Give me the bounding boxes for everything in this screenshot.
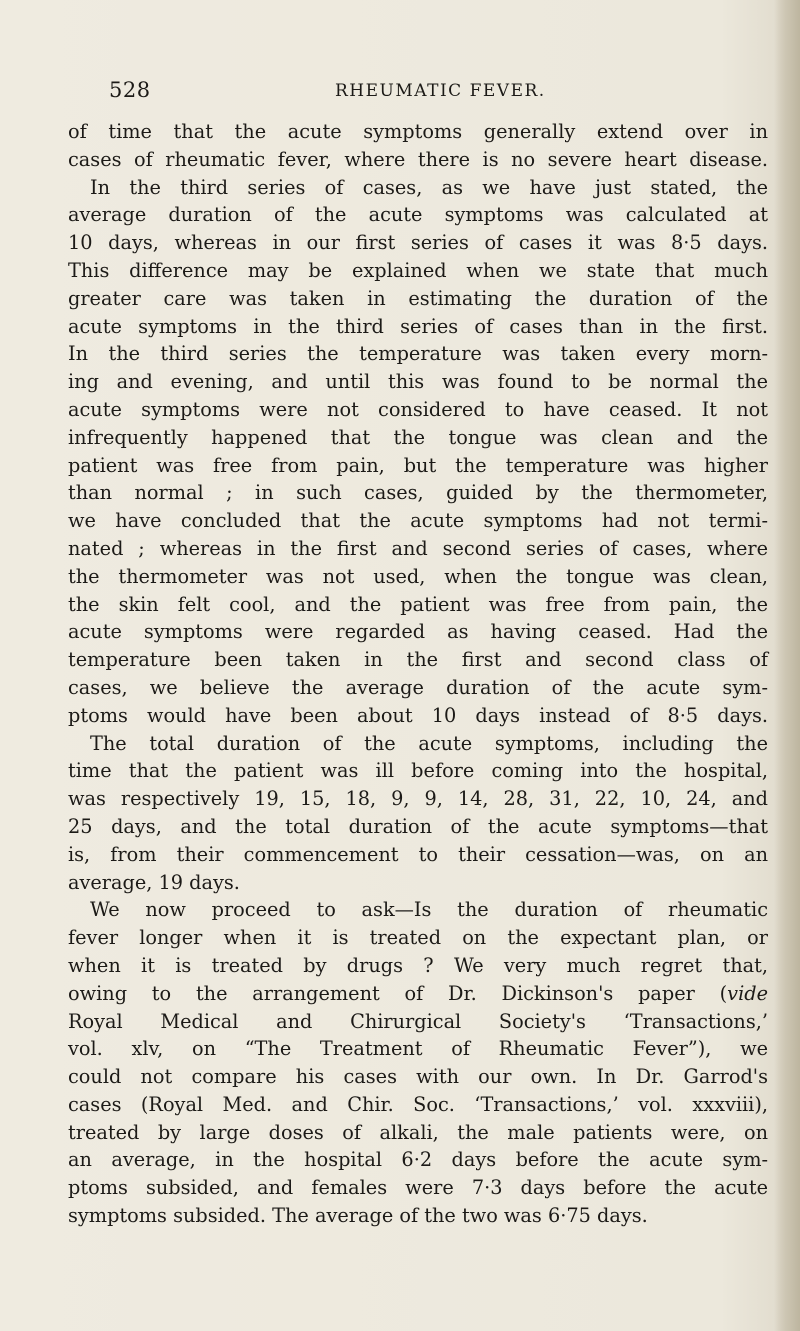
text-line: 10 days, whereas in our first series of cases it was 8·5 days. (68, 231, 768, 255)
text-line: is, from their commencement to their cessation—was, on an (68, 842, 768, 866)
text-line: acute symptoms in the third series of cases than in the first. (68, 314, 768, 338)
text-line: average duration of the acute symptoms was calculated at (68, 203, 768, 227)
text-line: acute symptoms were regarded as having ceased. Had the (68, 620, 768, 644)
text-line: treated by large doses of alkali, the male patients were, on (68, 1120, 768, 1144)
text-line: the skin felt cool, and the patient was free from pain, the (68, 592, 768, 616)
text-line: 25 days, and the total duration of the acute symptoms—that (68, 814, 768, 838)
text-line: the thermometer was not used, when the tongue was clean, (68, 564, 768, 588)
page-edge-shadow (774, 0, 800, 1331)
text-line: fever longer when it is treated on the expectant plan, or (68, 926, 768, 950)
text-line: time that the patient was ill before coming into the hospital, (68, 759, 768, 783)
text-line: we have concluded that the acute symptoms had not termi- (68, 509, 768, 533)
body-text (68, 118, 768, 1230)
text-line: an average, in the hospital 6·2 days before the acute sym- (68, 1148, 768, 1172)
text-line: symptoms subsided. The average of the two was 6·75 days. (68, 1204, 648, 1228)
italic-vide: vide (727, 981, 768, 1005)
text-line: In the third series the temperature was taken every morn- (68, 342, 768, 366)
text-line: than normal ; in such cases, guided by the thermometer, (68, 481, 768, 505)
text-line: greater care was taken in estimating the duration of the (68, 286, 768, 310)
text-line: infrequently happened that the tongue was clean and the (68, 425, 768, 449)
text-line: when it is treated by drugs ? We very much regret that, (68, 953, 768, 977)
text-line: temperature been taken in the first and second class of (68, 648, 768, 672)
running-title: RHEUMATIC FEVER. (335, 81, 546, 101)
text-line: cases, we believe the average duration of the acute sym- (68, 675, 768, 699)
text-line: In the third series of cases, as we have just stated, the (90, 175, 768, 199)
text-line: nated ; whereas in the first and second series of cases, where (68, 536, 768, 560)
text-segment: owing to the arrangement of Dr. Dickinson's paper ( (68, 981, 728, 1005)
text-line: acute symptoms were not considered to have ceased. It not (68, 397, 768, 421)
text-line: The total duration of the acute symptoms, including the (90, 731, 768, 755)
text-line: could not compare his cases with our own. In Dr. Garrod's (68, 1065, 768, 1089)
text-line: We now proceed to ask—Is the duration of rheumatic (90, 898, 768, 922)
text-line: cases (Royal Med. and Chir. Soc. ‘Transactions,’ vol. xxxviii), (68, 1092, 768, 1116)
text-line-with-vide (68, 980, 768, 1008)
text-line: Royal Medical and Chirurgical Society's ‘Transactions,’ (68, 1009, 768, 1033)
text-line: of time that the acute symptoms generally extend over in (68, 120, 768, 143)
text-line: patient was free from pain, but the temperature was higher (68, 453, 768, 477)
text-line: vol. xlv, on “The Treatment of Rheumatic Fever”), we (68, 1037, 768, 1061)
text-line: cases of rheumatic fever, where there is no severe heart disease. (68, 147, 768, 171)
text-line: average, 19 days. (68, 870, 240, 894)
text-line: This difference may be explained when we state that much (68, 258, 768, 282)
text-line: ptoms would have been about 10 days instead of 8·5 days. (68, 703, 768, 727)
text-line: ing and evening, and until this was found to be normal the (68, 370, 768, 394)
page-number: 528 (109, 78, 151, 102)
text-line: ptoms subsided, and females were 7·3 days before the acute (68, 1176, 768, 1200)
text-line: was respectively 19, 15, 18, 9, 9, 14, 28, 31, 22, 10, 24, and (68, 787, 768, 811)
